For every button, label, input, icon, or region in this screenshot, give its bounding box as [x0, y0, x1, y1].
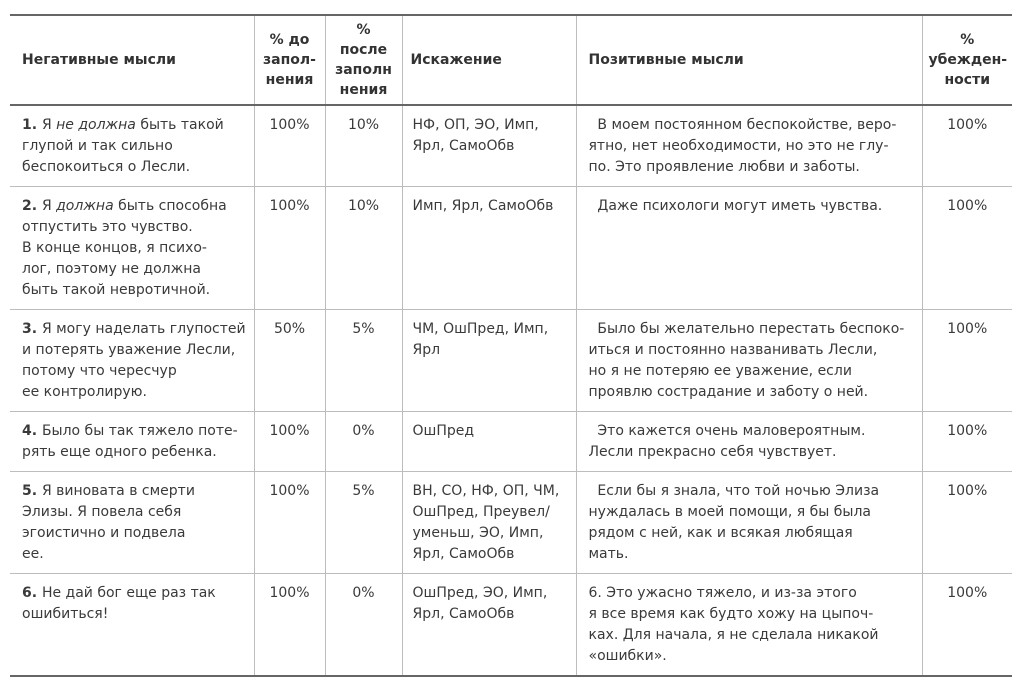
table-row: [10, 412, 1012, 472]
before-percent-cell: 100%: [254, 187, 325, 310]
after-percent-cell: 10%: [325, 187, 402, 310]
table-row: [10, 310, 1012, 412]
positive-thought-cell: Даже психологи могут иметь чувства.: [576, 187, 922, 310]
after-percent-cell: 5%: [325, 310, 402, 412]
row-number: 3.: [22, 321, 42, 337]
row-number: 2.: [22, 198, 42, 214]
header-row: [10, 15, 1012, 105]
after-percent-cell: 5%: [325, 472, 402, 574]
positive-thought-cell: 6. Это ужасно тяжело, и из-за этого я все время как будто хожу на цыпоч- ках. Для начала, я не сделала никакой «ошибки».: [576, 574, 922, 677]
negative-thought-cell: 4. Было бы так тяжело поте- рять еще одного ребенка.: [22, 423, 238, 460]
positive-thought-cell: Это кажется очень маловероятным. Лесли прекрасно себя чувствует.: [576, 412, 922, 472]
distortion-cell: ЧМ, ОшПред, Имп, Ярл: [402, 310, 576, 412]
before-percent-cell: 100%: [254, 412, 325, 472]
belief-percent-cell: 100%: [922, 187, 1012, 310]
thought-record-table: [10, 14, 1012, 677]
after-percent-cell: 10%: [325, 105, 402, 187]
table-row: [10, 187, 1012, 310]
header-belief: % убежден- ности: [922, 15, 1012, 105]
positive-thought-cell: Если бы я знала, что той ночью Элиза нуждалась в моей помощи, я бы была рядом с ней, как и всякая любящая мать.: [576, 472, 922, 574]
before-percent-cell: 100%: [254, 472, 325, 574]
row-number: 4.: [22, 423, 42, 439]
header-after: % после заполн нения: [325, 15, 402, 105]
distortion-cell: Имп, Ярл, СамоОбв: [402, 187, 576, 310]
table-row: [10, 574, 1012, 677]
belief-percent-cell: 100%: [922, 105, 1012, 187]
row-number: 5.: [22, 483, 42, 499]
distortion-cell: ОшПред, ЭО, Имп, Ярл, СамоОбв: [402, 574, 576, 677]
negative-thought-cell: 6. Не дай бог еще раз так ошибиться!: [22, 585, 216, 622]
negative-thought-cell: 3. Я могу наделать глупостей и потерять уважение Лесли, потому что чересчур ее контролирую.: [22, 321, 246, 400]
row-number: 1.: [22, 117, 42, 133]
belief-percent-cell: 100%: [922, 310, 1012, 412]
header-positive-thoughts: Позитивные мысли: [576, 15, 922, 105]
negative-thought-cell: 1. Я не должна быть такой глупой и так сильно беспокоиться о Лесли.: [22, 117, 224, 175]
belief-percent-cell: 100%: [922, 574, 1012, 677]
distortion-cell: НФ, ОП, ЭО, Имп, Ярл, СамоОбв: [402, 105, 576, 187]
negative-thought-cell: 2. Я должна быть способна отпустить это чувство. В конце концов, я психо- лог, поэтому не должна быть такой невротичной.: [22, 198, 227, 298]
after-percent-cell: 0%: [325, 574, 402, 677]
belief-percent-cell: 100%: [922, 412, 1012, 472]
after-percent-cell: 0%: [325, 412, 402, 472]
distortion-cell: ВН, СО, НФ, ОП, ЧМ, ОшПред, Преувел/ уменьш, ЭО, Имп, Ярл, СамоОбв: [402, 472, 576, 574]
distortion-cell: ОшПред: [402, 412, 576, 472]
table-row: [10, 105, 1012, 187]
table-row: [10, 472, 1012, 574]
header-distortion: Искажение: [402, 15, 576, 105]
negative-thought-cell: 5. Я виновата в смерти Элизы. Я повела себя эгоистично и подвела ее.: [22, 483, 195, 562]
header-before: % до запол- нения: [254, 15, 325, 105]
row-number: 6.: [22, 585, 42, 601]
before-percent-cell: 100%: [254, 105, 325, 187]
before-percent-cell: 100%: [254, 574, 325, 677]
positive-thought-cell: В моем постоянном беспокойстве, веро- ятно, нет необходимости, но это не глу- по. Это проявление любви и заботы.: [576, 105, 922, 187]
thought-record-table-wrapper: [10, 14, 1012, 677]
belief-percent-cell: 100%: [922, 472, 1012, 574]
header-negative-thoughts: Негативные мысли: [22, 52, 176, 68]
before-percent-cell: 50%: [254, 310, 325, 412]
positive-thought-cell: Было бы желательно перестать беспоко- иться и постоянно названивать Лесли, но я не потеряю ее уважение, если проявлю сострадание и заботу о ней.: [576, 310, 922, 412]
